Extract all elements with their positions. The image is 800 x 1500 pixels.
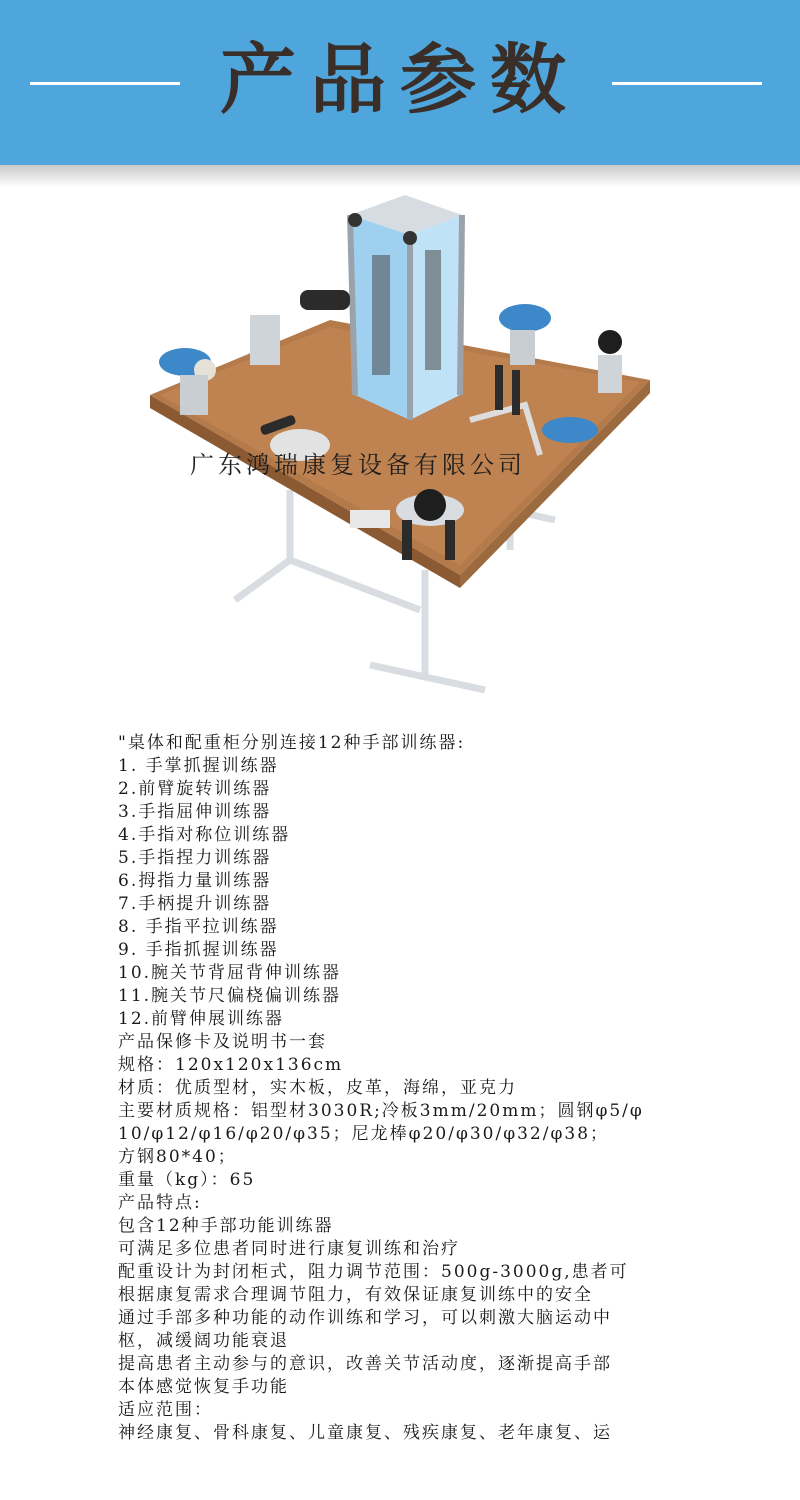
weight-cabinet (348, 195, 462, 420)
page-title: 产品参数 (220, 35, 580, 124)
spec-line: 12.前臂伸展训练器 (118, 1009, 285, 1029)
spec-line: 8. 手指平拉训练器 (118, 917, 279, 937)
spec-line: 4.手指对称位训练器 (118, 825, 291, 845)
spec-line: 适应范围： (118, 1400, 213, 1420)
spec-line: 7.手柄提升训练器 (118, 894, 272, 914)
spec-line: 枢，减缓阔功能衰退 (118, 1331, 289, 1351)
spec-line: 材质：优质型材，实木板，皮革，海绵，亚克力 (118, 1078, 517, 1098)
spec-line: 包含12种手部功能训练器 (118, 1216, 334, 1236)
company-watermark: 广东鸿瑞康复设备有限公司 (190, 451, 526, 479)
spec-line: "桌体和配重柜分别连接12种手部训练器: (118, 733, 466, 753)
spec-line: 9. 手指抓握训练器 (118, 940, 279, 960)
spec-line: 1. 手掌抓握训练器 (118, 756, 279, 776)
spec-line: 主要材质规格：铝型材3030R;冷板3mm/20mm；圆钢φ5/φ (118, 1101, 644, 1121)
spec-line: 根据康复需求合理调节阻力，有效保证康复训练中的安全 (118, 1285, 593, 1305)
spec-text-block (118, 732, 748, 1445)
spec-line: 提高患者主动参与的意识，改善关节活动度，逐渐提高手部 (118, 1354, 612, 1374)
spec-line: 可满足多位患者同时进行康复训练和治疗 (118, 1239, 460, 1259)
spec-line: 2.前臂旋转训练器 (118, 779, 272, 799)
spec-line: 方钢80*40； (118, 1147, 237, 1167)
spec-line: 产品特点: (118, 1193, 202, 1213)
header-shadow (0, 165, 800, 187)
spec-line: 11.腕关节尺偏桡偏训练器 (118, 986, 342, 1006)
spec-line: 规格：120x120x136cm (118, 1055, 344, 1075)
spec-line: 10.腕关节背屈背伸训练器 (118, 963, 342, 983)
spec-line: 产品保修卡及说明书一套 (118, 1032, 327, 1052)
spec-line: 重量（kg）：65 (118, 1170, 256, 1190)
spec-line: 3.手指屈伸训练器 (118, 802, 272, 822)
spec-line: 本体感觉恢复手功能 (118, 1377, 289, 1397)
spec-line: 10/φ12/φ16/φ20/φ35；尼龙棒φ20/φ30/φ32/φ38； (118, 1124, 610, 1144)
spec-line: 配重设计为封闭柜式，阻力调节范围：500g-3000g,患者可 (118, 1262, 629, 1282)
spec-line: 5.手指捏力训练器 (118, 848, 272, 868)
spec-line: 6.拇指力量训练器 (118, 871, 272, 891)
spec-line: 通过手部多种功能的动作训练和学习，可以刺激大脑运动中 (118, 1308, 612, 1328)
spec-line: 神经康复、骨科康复、儿童康复、残疾康复、老年康复、运 (118, 1423, 612, 1443)
